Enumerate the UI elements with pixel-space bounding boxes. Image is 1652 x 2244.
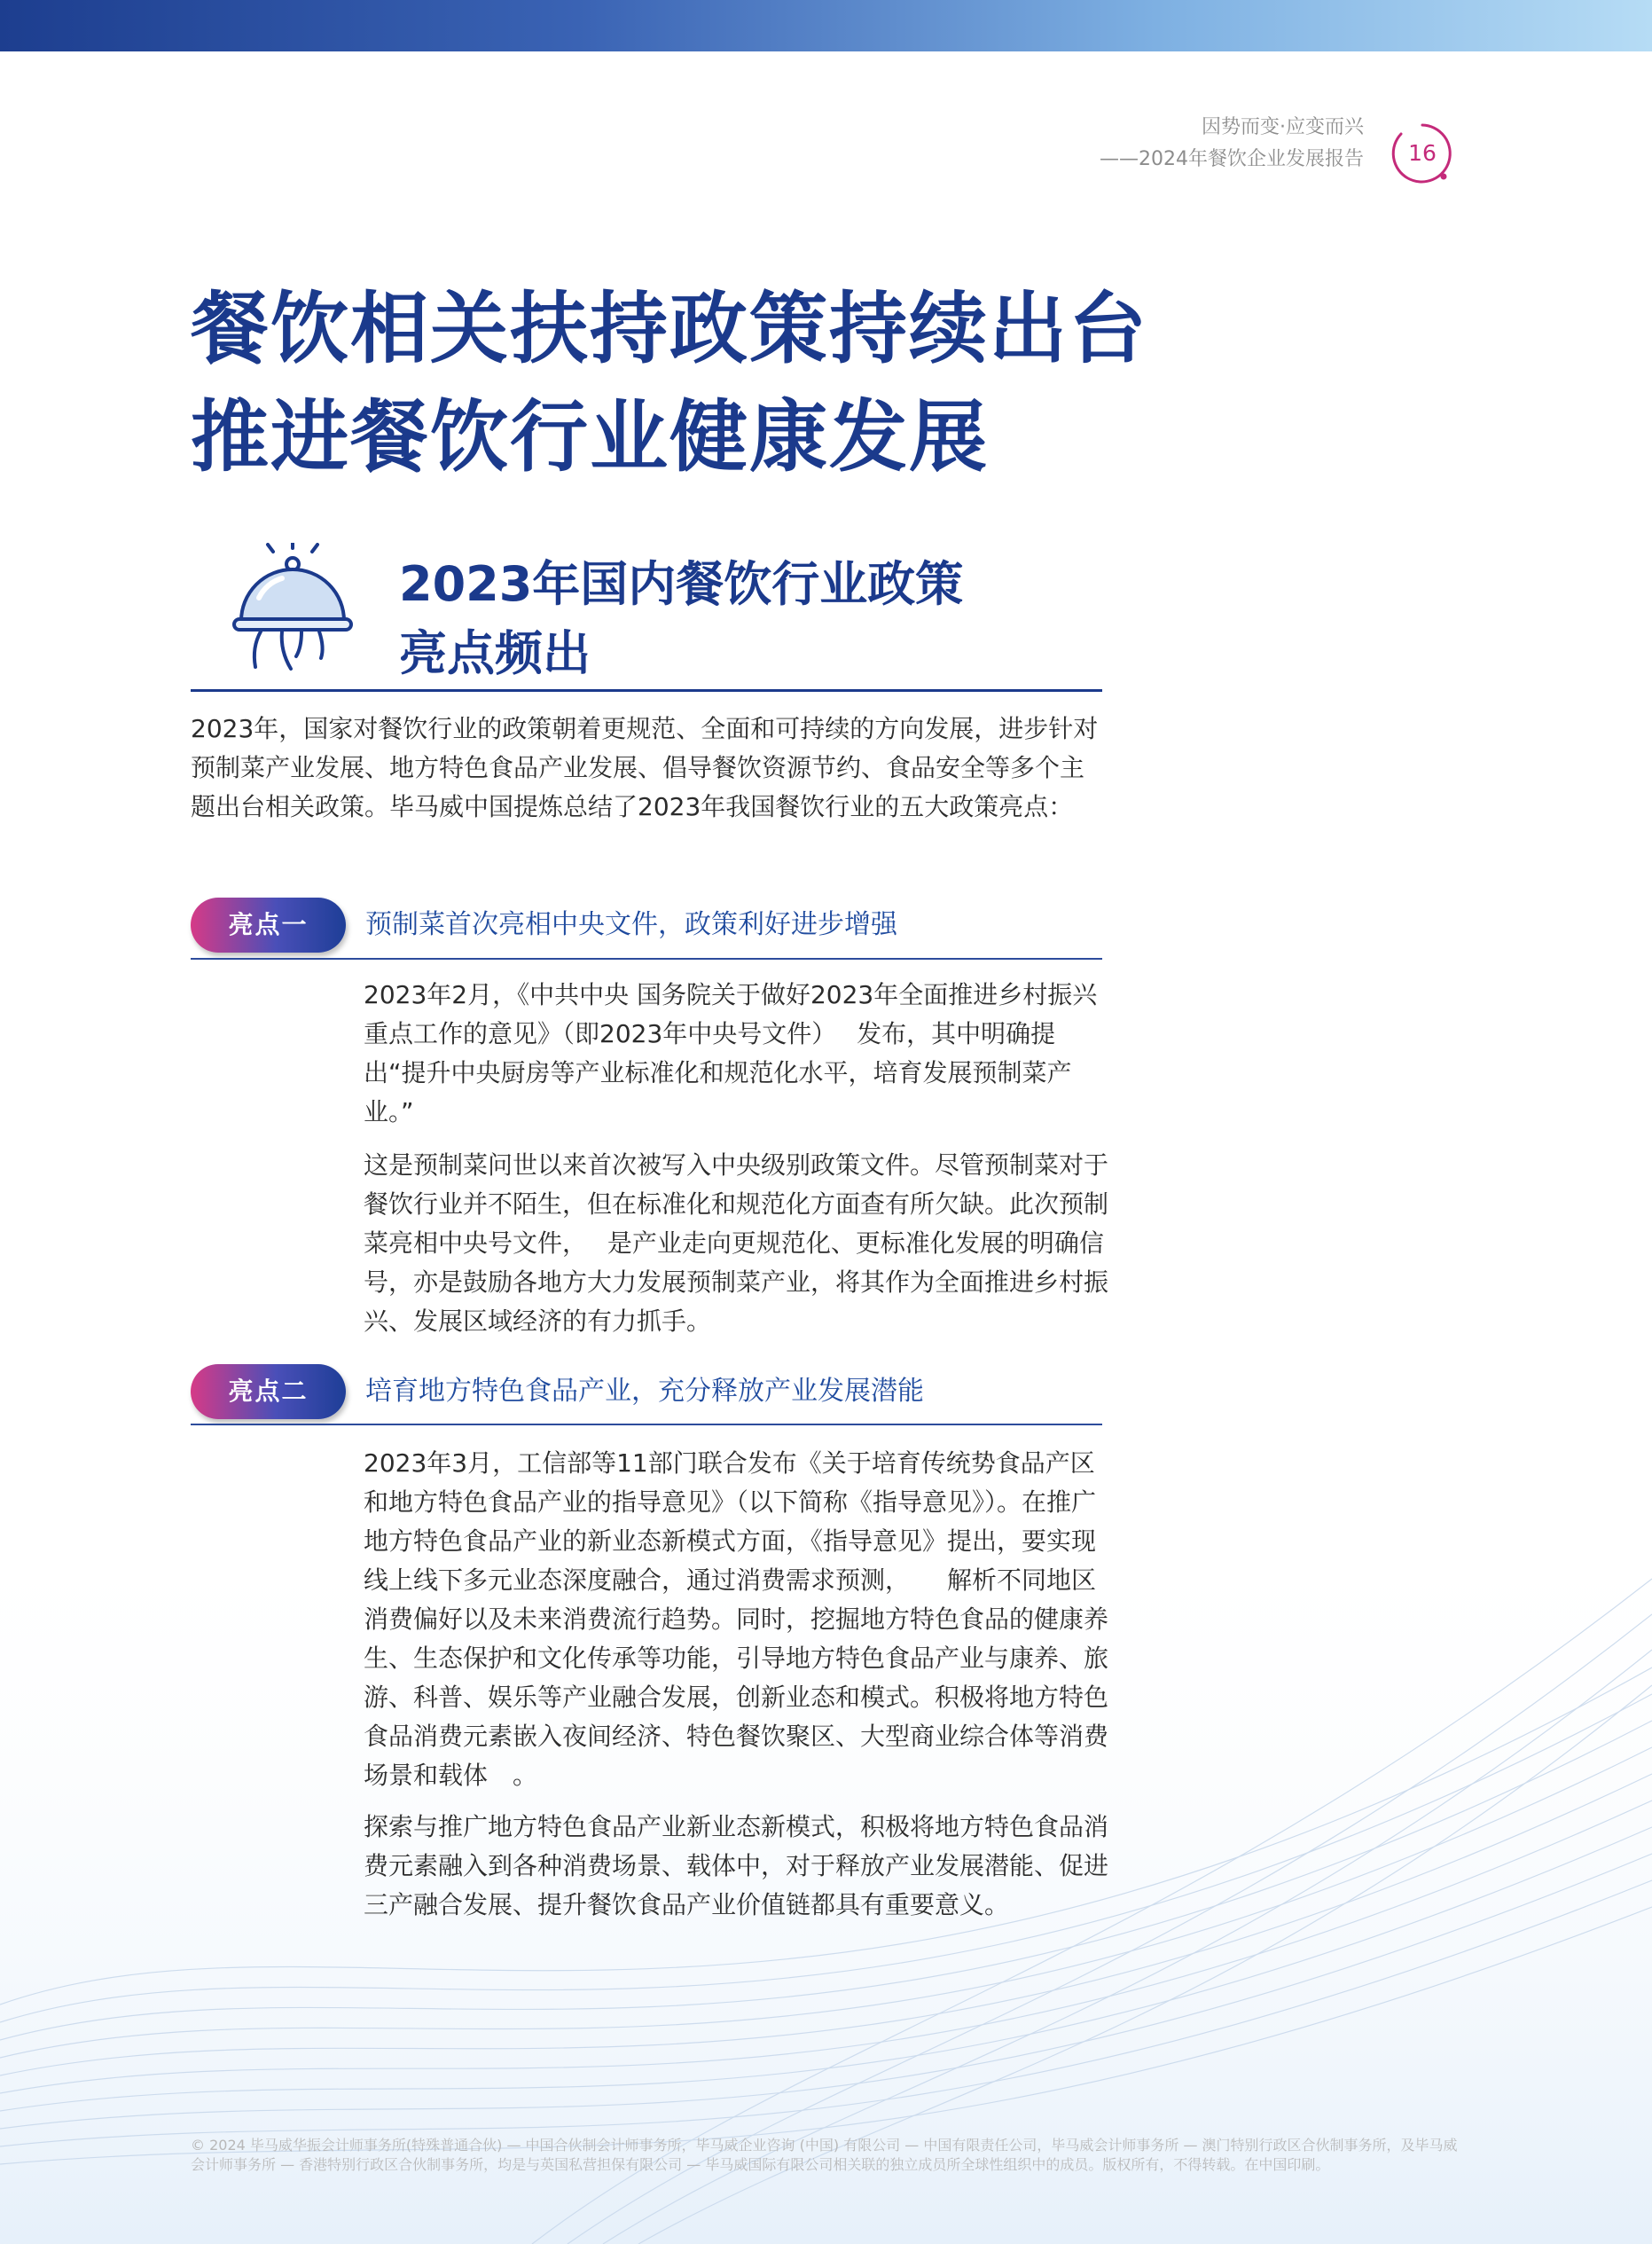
header-line-1: 因势而变·应变而兴 — [1202, 116, 1364, 138]
page-number: 16 — [1408, 140, 1437, 166]
copyright-footer: © 2024 毕马威华振会计师事务所(特殊普通合伙) — 中国合伙制会计师事务所，毕马威企业咨询 (中国) 有限公司 — 中国有限责任公司，毕马威会计师事务所 — 澳门特别行政区合伙制事务所，及毕马威会计师事务所 — 香港特别行政区合伙制事务所，均是与英国私营担保有限公司 — 毕马威国际有限公司相关联的独立成员所全球性组织中的成员。版权所有，不得转载。在中国印刷。 — [191, 2137, 1458, 2173]
section-title — [399, 550, 963, 688]
report-header — [1100, 112, 1364, 176]
highlight-1-paragraph-2: 这是预制菜问世以来首次被写入中央级别政策文件。尽管预制菜对于餐饮行业并不陌生，但在标准化和规范化方面查有所欠缺。此次预制菜亮相中央号文件， 是产业走向更规范化、更标准化发展的明确信号，亦是鼓励各地方大力发展预制菜产业，将其作为全面推进乡村振兴、发展区域经济的有力抓手。 — [364, 1150, 1109, 1336]
highlight-2-divider — [191, 1424, 1102, 1425]
section-divider — [191, 689, 1102, 692]
highlight-2-paragraph-1: 2023年3月，工信部等11部门联合发布《关于培育传统势食品产区和地方特色食品产业的指导意见》（以下简称《指导意见》）。在推广地方特色食品产业的新业态新模式方面，《指导意见》提出，要实现线上线下多元业态深度融合，通过消费需求预测， 解析不同地区消费偏好以及未来消费流行趋势。同时，挖掘地方特色食品的健康养生、生态保护和文化传承等功能，引导地方特色食品产业与康养、旅游、科普、娱乐等产业融合发展，创新业态和模式。积极将地方特色食品消费元素嵌入夜间经济、特色餐饮聚区、大型商业综合体等消费场景和载体 。 — [364, 1448, 1109, 1790]
cloche-icon — [231, 543, 355, 676]
highlight-1-divider — [191, 958, 1102, 960]
page-title — [191, 275, 1148, 491]
highlight-2-paragraph-2: 探索与推广地方特色食品产业新业态新模式，积极将地方特色食品消费元素融入到各种消费场景、载体中，对于释放产业发展潜能、促进三产融合发展、提升餐饮食品产业价值链都具有重要意义。 — [364, 1812, 1109, 1919]
top-gradient-bar — [0, 0, 1652, 51]
highlight-2-title: 培育地方特色食品产业，充分释放产业发展潜能 — [365, 1376, 924, 1407]
page-title-line-2: 推进餐饮行业健康发展 — [191, 391, 990, 483]
section-title-line-2: 亮点频出 — [399, 625, 591, 681]
section-title-line-1: 2023年国内餐饮行业政策 — [399, 556, 964, 612]
page-title-line-1: 餐饮相关扶持政策持续出台 — [191, 283, 1149, 374]
header-line-2: ——2024年餐饮企业发展报告 — [1100, 148, 1364, 170]
highlight-2-label: 亮点二 — [191, 1364, 346, 1419]
intro-paragraph: 2023年，国家对餐饮行业的政策朝着更规范、全面和可持续的方向发展，进步针对预制菜产业发展、地方特色食品产业发展、倡导餐饮资源节约、食品安全等多个主题出台相关政策。毕马威中国提炼总结了2023年我国餐饮行业的五大政策亮点： — [191, 714, 1099, 821]
highlight-1-title: 预制菜首次亮相中央文件，政策利好进步增强 — [365, 909, 897, 940]
highlight-1-label: 亮点一 — [191, 898, 346, 953]
highlight-1-paragraph-1: 2023年2月，《中共中央 国务院关于做好2023年全面推进乡村振兴重点工作的意见》（即2023年中央号文件） 发布，其中明确提出“提升中央厨房等产业标准化和规范化水平，培育发展预制菜产业。” — [364, 980, 1098, 1126]
